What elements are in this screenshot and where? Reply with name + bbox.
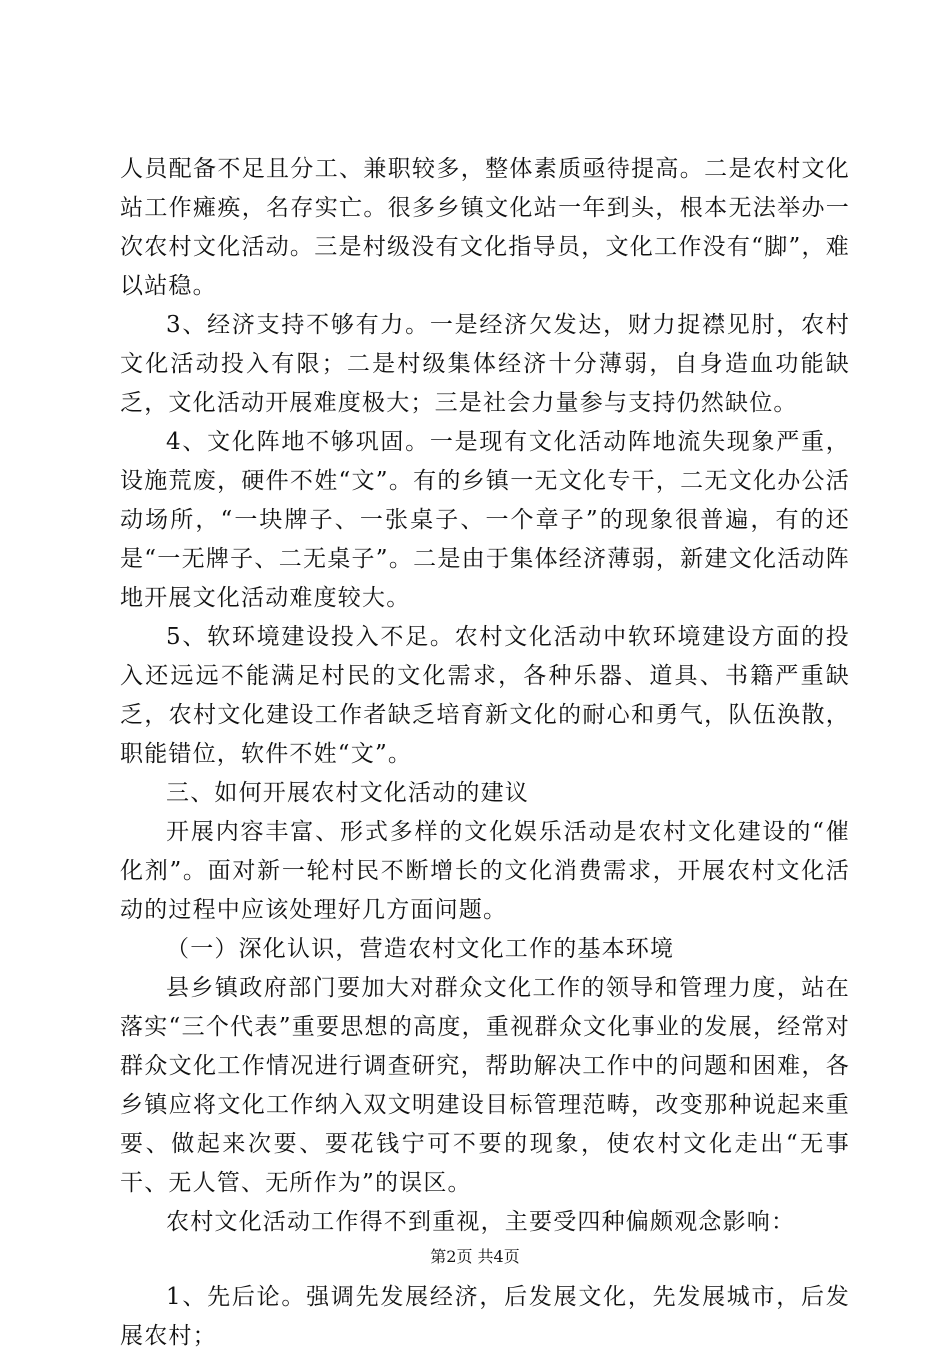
paragraph-5: 开展内容丰富、形式多样的文化娱乐活动是农村文化建设的“催化剂”。面对新一轮村民不断增长的文化消费需求，开展农村文化活动的过程中应该处理好几方面问题。 — [120, 819, 850, 923]
page-number-footer: 第2页 共4页 — [430, 1247, 520, 1266]
section-heading: 三、如何开展农村文化活动的建议 — [166, 780, 529, 806]
paragraph-2: 3、经济支持不够有力。一是经济欠发达，财力捉襟见肘，农村文化活动投入有限；二是村级集体经济十分薄弱，自身造血功能缺乏，文化活动开展难度极大；三是社会力量参与支持仍然缺位。 — [120, 312, 850, 416]
paragraph-7: 农村文化活动工作得不到重视，主要受四种偏颇观念影响： — [166, 1209, 796, 1235]
paragraph-8: 1、先后论。强调先发展经济，后发展文化，先发展城市，后发展农村； — [120, 1284, 850, 1349]
document-body — [120, 150, 850, 1356]
subsection-heading: （一）深化认识，营造农村文化工作的基本环境 — [166, 936, 675, 962]
paragraph-6: 县乡镇政府部门要加大对群众文化工作的领导和管理力度，站在落实“三个代表”重要思想的高度，重视群众文化事业的发展，经常对群众文化工作情况进行调查研究，帮助解决工作中的问题和困难，各乡镇应将文化工作纳入双文明建设目标管理范畴，改变那种说起来重要、做起来次要、要花钱宁可不要的现象，使农村文化走出“无事干、无人管、无所作为”的误区。 — [120, 975, 850, 1196]
paragraph-1: 人员配备不足且分工、兼职较多，整体素质亟待提高。二是农村文化站工作瘫痪，名存实亡。很多乡镇文化站一年到头，根本无法举办一次农村文化活动。三是村级没有文化指导员，文化工作没有“脚”，难以站稳。 — [120, 156, 850, 299]
paragraph-4: 5、软环境建设投入不足。农村文化活动中软环境建设方面的投入还远远不能满足村民的文化需求，各种乐器、道具、书籍严重缺乏，农村文化建设工作者缺乏培育新文化的耐心和勇气，队伍涣散，职能错位，软件不姓“文”。 — [120, 624, 850, 767]
paragraph-3: 4、文化阵地不够巩固。一是现有文化活动阵地流失现象严重，设施荒废，硬件不姓“文”。有的乡镇一无文化专干，二无文化办公活动场所，“一块牌子、一张桌子、一个章子”的现象很普遍，有的还是“一无牌子、二无桌子”。二是由于集体经济薄弱，新建文化活动阵地开展文化活动难度较大。 — [120, 429, 850, 611]
